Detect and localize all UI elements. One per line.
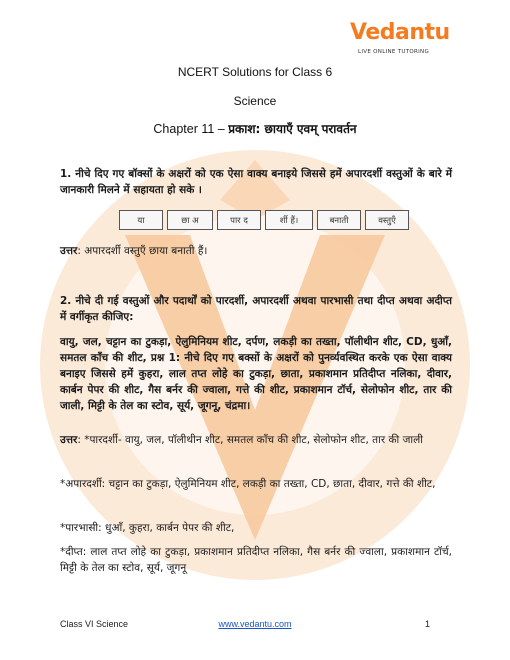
footer-link-wrap [0,619,510,629]
logo-tagline: LIVE ONLINE TUTORING [358,49,430,55]
footer-class-label: Class VI Science [60,619,129,629]
answer-label: उत्तर [60,434,78,446]
answer-label: उत्तर [60,245,78,257]
answer-text: : *पारदर्शी- वायु, जल, पॉलीथीन शीट, समतल काँच की शीट, सेलोफोन शीट, तार की जाली [77,434,423,446]
chapter-title [0,120,510,137]
answer-1 [60,243,452,259]
letter-box: र्शी हैं। [265,210,313,230]
letter-boxes [119,210,409,230]
chapter-prefix: Chapter 11 – [153,122,229,136]
chapter-name: प्रकाश: छायाएँ एवम् परावर्तन [228,122,357,136]
question-2: 2. नीचे दी गई वस्तुओं और पदार्थों को पारदर्शी, अपारदर्शी अथवा पारभासी तथा दीप्त अथवा अदीप्त में वर्गीकृत कीजिए: [60,295,452,323]
logo-wordmark: Vedantu [350,20,450,45]
letter-box: बनाती [317,210,361,230]
question-2-items: वायु, जल, चट्टान का टुकड़ा, ऐलुमिनियम शीट, दर्पण, लकड़ी का तख्ता, पॉलीथीन शीट, CD, धुआँ, समतल काँच की शीट, प्रश्न 1: नीचे दिए गए बक्सों के अक्षरों को पुनर्व्यवस्थित करके एक ऐसा वाक्य बनाइए जिससे हमें कुहरा, लाल तप्त लोहे का टुकड़ा, छाता, प्रकाशमान प्रतिदीप्त नलिका, दीवार, कार्बन पेपर की शीट, गैस बर्नर की ज्वाला, गत्ते की शीट, प्रकाशमान टॉर्च, सेलोफोन शीट, तार की जाली, मिट्टी के तेल का स्टोव, सूर्य, जूगनू, चंद्रमा। [60,336,452,412]
letter-box: वस्तुएँ [365,210,409,230]
letter-box: पार द [217,210,261,230]
answer-2-translucent: *पारभासी: धुआँ, कुहरा, कार्बन पेपर की शीट, [60,522,235,534]
subject-title: Science [233,94,277,108]
page-number: 1 [424,619,430,629]
answer-2-opaque: *अपारदर्शी: चट्टान का टुकड़ा, ऐलुमिनियम शीट, लकड़ी का तख्ता, CD, छाता, दीवार, गत्ते की शीट, [60,478,436,490]
vedantu-logo[interactable] [350,18,458,58]
answer-text: : अपारदर्शी वस्तुएँ छाया बनाती हैं। [77,245,208,257]
footer-website-link[interactable]: www.vedantu.com [218,619,292,629]
letter-box: या [119,210,163,230]
document-title: NCERT Solutions for Class 6 [177,65,333,79]
letter-box: छा अ [167,210,213,230]
question-1: 1. नीचे दिए गए बॉक्सों के अक्षरों को एक ऐसा वाक्य बनाइये जिससे हमें अपारदर्शी वस्तुओं के बारे में जानकारी मिलने में सहायता हो सके । [60,168,452,196]
answer-2-luminous: *दीप्त: लाल तप्त लोहे का टुकड़ा, प्रकाशमान प्रतिदीप्त नलिका, गैस बर्नर की ज्वाला, प्रकाशमान टॉर्च, मिट्टी के तेल का स्टोव, सूर्य, जूगनू [60,546,452,574]
answer-2-transparent [60,432,452,448]
